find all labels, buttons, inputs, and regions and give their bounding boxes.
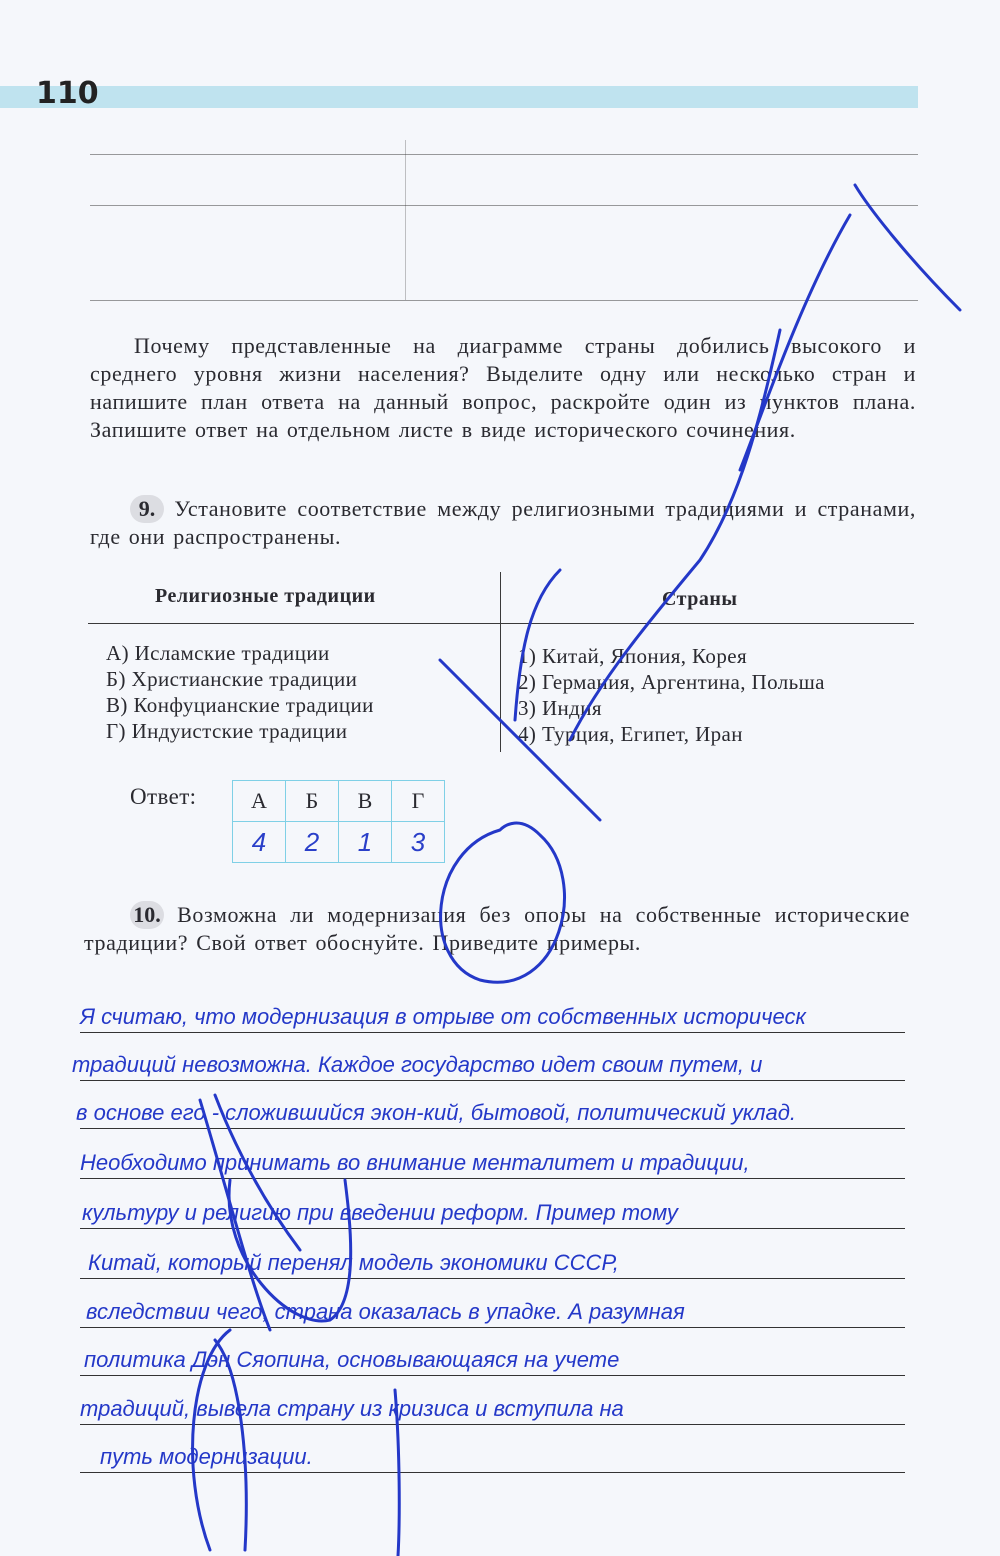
- scribble-stroke: [855, 185, 960, 310]
- scribble-stroke: [215, 1095, 300, 1250]
- scribble-stroke: [229, 1180, 351, 1321]
- handwritten-line[interactable]: путь модернизации.: [100, 1444, 313, 1469]
- answer-label: Ответ:: [130, 784, 197, 809]
- answer-cell[interactable]: 1: [339, 822, 392, 863]
- scribble-stroke: [215, 1340, 246, 1550]
- scribble-stroke: [570, 330, 780, 740]
- religion-item: А) Исламские традиции: [106, 641, 330, 665]
- col-header-religions: Религиозные традиции: [155, 585, 376, 607]
- scribble-stroke: [200, 1100, 270, 1330]
- country-item: 3) Индия: [518, 696, 602, 720]
- scribble-strokes: [193, 185, 960, 1556]
- country-item: 1) Китай, Япония, Корея: [518, 644, 748, 668]
- handwritten-line[interactable]: Необходимо принимать во внимание менталитет и традиции,: [80, 1150, 750, 1175]
- religion-item: Г) Индуистские традиции: [106, 719, 348, 743]
- answer-cell[interactable]: 4: [233, 822, 286, 863]
- country-item: 2) Германия, Аргентина, Польша: [518, 670, 825, 694]
- answer-header: Г: [392, 781, 445, 822]
- answer-header: Б: [286, 781, 339, 822]
- handwritten-line[interactable]: вследствии чего, страна оказалась в упадке. А разумная: [86, 1299, 685, 1324]
- religion-item: Б) Христианские традиции: [106, 667, 358, 691]
- page-number: 110: [36, 76, 99, 111]
- answer-cell[interactable]: 3: [392, 822, 445, 863]
- handwritten-line[interactable]: Я считаю, что модернизация в отрыве от собственных историческ: [80, 1004, 806, 1029]
- task10-number: 10.: [130, 901, 164, 929]
- task9-question: Установите соответствие между религиозными традициями и странами, где они распространены.: [90, 496, 916, 549]
- religion-item: В) Конфуцианские традиции: [106, 693, 374, 717]
- scribble-stroke: [193, 1330, 230, 1550]
- handwritten-line[interactable]: политика Дэн Сяопина, основывающаяся на учете: [84, 1347, 620, 1372]
- intro-question: Почему представленные на диаграмме страны добились высокого и среднего уровня жизни населения? Выделите одну или несколько стран и напишите план ответа на данный вопрос, раскройте один из пунктов плана. Запишите ответ на отдельном листе в виде исторического сочинения.: [90, 333, 916, 442]
- scribble-stroke: [441, 823, 565, 982]
- scribble-stroke: [740, 215, 850, 470]
- handwritten-line[interactable]: культуру и религию при введении реформ. Пример тому: [82, 1200, 678, 1225]
- answer-cell[interactable]: 2: [286, 822, 339, 863]
- answer-header: А: [233, 781, 286, 822]
- handwritten-line[interactable]: традиций невозможна. Каждое государство идет своим путем, и: [72, 1052, 763, 1077]
- handwritten-line[interactable]: в основе его - сложившийся экон-кий, бытовой, политический уклад.: [76, 1100, 796, 1125]
- answer-header: В: [339, 781, 392, 822]
- handwritten-line[interactable]: традиций, вывела страну из кризиса и вступила на: [80, 1396, 624, 1421]
- handwritten-line[interactable]: Китай, который перенял модель экономики СССР,: [88, 1250, 619, 1275]
- scribble-stroke: [515, 570, 560, 720]
- scribble-stroke: [395, 1390, 399, 1556]
- country-item: 4) Турция, Египет, Иран: [518, 722, 743, 746]
- task10-question: Возможна ли модернизация без опоры на собственные исторические традиции? Свой ответ обоснуйте. Приведите примеры.: [84, 902, 910, 955]
- task9-number: 9.: [130, 495, 164, 523]
- scribble-stroke: [440, 660, 600, 820]
- col-header-countries: Страны: [662, 588, 738, 610]
